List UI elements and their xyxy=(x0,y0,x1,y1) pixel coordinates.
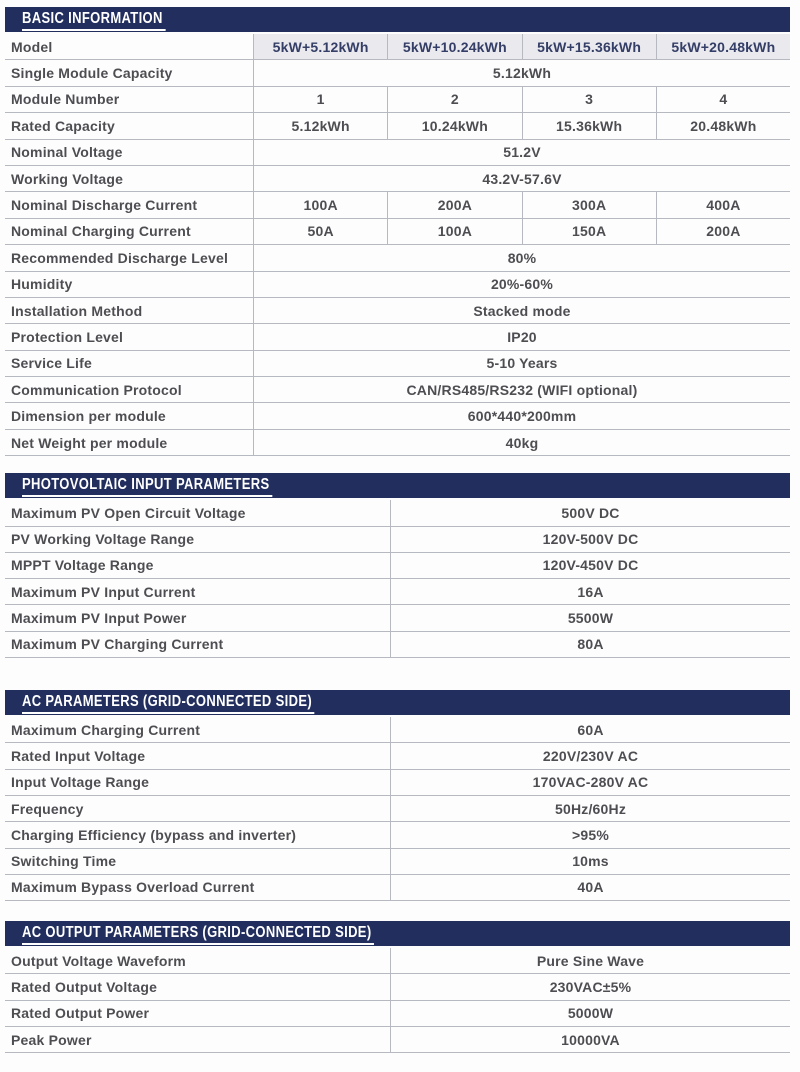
row-values xyxy=(390,717,790,742)
row-value: 120V-450V DC xyxy=(390,553,790,578)
table-row xyxy=(5,605,790,631)
table-row xyxy=(5,166,790,192)
row-values xyxy=(390,822,790,847)
row-label: Maximum Bypass Overload Current xyxy=(11,879,255,896)
row-values xyxy=(253,430,790,455)
row-values xyxy=(253,351,790,376)
row-label: Frequency xyxy=(11,800,84,817)
table-row xyxy=(5,632,790,658)
row-label: Protection Level xyxy=(11,328,124,345)
row-label: Net Weight per module xyxy=(11,434,168,451)
row-values xyxy=(253,245,790,270)
row-label: PV Working Voltage Range xyxy=(11,531,195,548)
row-value: 20.48kWh xyxy=(656,113,790,138)
table-row xyxy=(5,553,790,579)
row-label: Service Life xyxy=(11,355,92,372)
row-label: Installation Method xyxy=(11,302,143,319)
row-values xyxy=(390,500,790,525)
row-value: 20%-60% xyxy=(253,272,790,297)
row-values xyxy=(390,553,790,578)
table-row xyxy=(5,192,790,218)
row-value: 10.24kWh xyxy=(387,113,521,138)
row-value: 15.36kWh xyxy=(522,113,656,138)
row-value: 150A xyxy=(522,219,656,244)
table-row xyxy=(5,272,790,298)
row-values xyxy=(253,113,790,138)
table-row xyxy=(5,822,790,848)
table-row xyxy=(5,1001,790,1027)
row-value: 5-10 Years xyxy=(253,351,790,376)
spec-section xyxy=(5,7,790,456)
model-header-row xyxy=(5,34,790,60)
row-values xyxy=(253,377,790,402)
table-row xyxy=(5,377,790,403)
row-value: 10000VA xyxy=(390,1027,790,1052)
row-value: 170VAC-280V AC xyxy=(390,770,790,795)
row-value: 5000W xyxy=(390,1001,790,1026)
spec-section xyxy=(5,690,790,901)
table-row xyxy=(5,403,790,429)
row-value: 3 xyxy=(522,87,656,112)
model-name: 5kW+15.36kWh xyxy=(522,34,656,59)
table-row xyxy=(5,430,790,456)
row-value: 1 xyxy=(253,87,387,112)
row-values xyxy=(253,60,790,85)
section-title: AC OUTPUT PARAMETERS (GRID-CONNECTED SIDE) xyxy=(22,923,374,945)
row-values xyxy=(253,324,790,349)
row-value: 10ms xyxy=(390,849,790,874)
table-row xyxy=(5,60,790,86)
row-value: 100A xyxy=(253,192,387,217)
row-label: Model xyxy=(11,38,53,55)
table-row xyxy=(5,875,790,901)
row-label: Charging Efficiency (bypass and inverter) xyxy=(11,826,297,843)
row-value: 200A xyxy=(656,219,790,244)
row-value: Pure Sine Wave xyxy=(390,948,790,973)
row-label: Working Voltage xyxy=(11,170,124,187)
row-label: Input Voltage Range xyxy=(11,774,150,791)
row-value: >95% xyxy=(390,822,790,847)
table-row xyxy=(5,527,790,553)
row-label: Rated Capacity xyxy=(11,117,115,134)
row-value: 51.2V xyxy=(253,140,790,165)
row-label: Rated Output Power xyxy=(11,1005,150,1022)
row-label: Rated Input Voltage xyxy=(11,747,146,764)
row-value: 600*440*200mm xyxy=(253,403,790,428)
row-label: Communication Protocol xyxy=(11,381,182,398)
row-values xyxy=(390,579,790,604)
row-label: Recommended Discharge Level xyxy=(11,249,229,266)
row-value: 300A xyxy=(522,192,656,217)
row-value: 4 xyxy=(656,87,790,112)
row-label: Peak Power xyxy=(11,1031,92,1048)
row-values xyxy=(390,1027,790,1052)
row-value: 230VAC±5% xyxy=(390,974,790,999)
row-values xyxy=(390,1001,790,1026)
row-value: 120V-500V DC xyxy=(390,527,790,552)
section-header-bar xyxy=(5,690,790,715)
row-label: Module Number xyxy=(11,91,120,108)
row-label: Switching Time xyxy=(11,853,117,870)
table-row xyxy=(5,974,790,1000)
spec-table xyxy=(5,717,790,901)
row-label: Maximum PV Charging Current xyxy=(11,636,224,653)
row-values xyxy=(253,403,790,428)
row-values xyxy=(390,974,790,999)
table-row xyxy=(5,140,790,166)
row-label: Single Module Capacity xyxy=(11,65,173,82)
table-row xyxy=(5,219,790,245)
row-value: Stacked mode xyxy=(253,298,790,323)
row-value: 2 xyxy=(387,87,521,112)
row-label: Maximum PV Open Circuit Voltage xyxy=(11,504,246,521)
row-value: 16A xyxy=(390,579,790,604)
row-value: 40kg xyxy=(253,430,790,455)
row-value: 200A xyxy=(387,192,521,217)
row-value: 220V/230V AC xyxy=(390,743,790,768)
row-value: IP20 xyxy=(253,324,790,349)
table-row xyxy=(5,1027,790,1053)
table-row xyxy=(5,113,790,139)
row-values xyxy=(390,527,790,552)
row-values xyxy=(253,87,790,112)
row-value: 80A xyxy=(390,632,790,657)
table-row xyxy=(5,245,790,271)
row-label: Maximum PV Input Current xyxy=(11,583,196,600)
spec-section xyxy=(5,921,790,1053)
row-label: Dimension per module xyxy=(11,408,166,425)
section-title: BASIC INFORMATION xyxy=(22,9,165,31)
row-values xyxy=(253,192,790,217)
row-values xyxy=(390,743,790,768)
row-values xyxy=(390,875,790,900)
row-value: 100A xyxy=(387,219,521,244)
table-row xyxy=(5,579,790,605)
row-label: Nominal Discharge Current xyxy=(11,197,198,214)
row-values xyxy=(253,34,790,59)
row-label: Nominal Charging Current xyxy=(11,223,191,240)
table-row xyxy=(5,849,790,875)
row-value: 50Hz/60Hz xyxy=(390,796,790,821)
table-row xyxy=(5,324,790,350)
section-title: AC PARAMETERS (GRID-CONNECTED SIDE) xyxy=(22,692,315,714)
row-value: 400A xyxy=(656,192,790,217)
spec-table xyxy=(5,34,790,456)
row-values xyxy=(390,632,790,657)
row-values xyxy=(390,849,790,874)
row-value: 40A xyxy=(390,875,790,900)
row-values xyxy=(253,166,790,191)
table-row xyxy=(5,298,790,324)
row-value: 43.2V-57.6V xyxy=(253,166,790,191)
model-name: 5kW+20.48kWh xyxy=(656,34,790,59)
row-label: Rated Output Voltage xyxy=(11,979,158,996)
table-row xyxy=(5,743,790,769)
row-label: Maximum PV Input Power xyxy=(11,610,187,627)
row-value: 50A xyxy=(253,219,387,244)
row-label: Nominal Voltage xyxy=(11,144,123,161)
row-value: CAN/RS485/RS232 (WIFI optional) xyxy=(253,377,790,402)
section-title: PHOTOVOLTAIC INPUT PARAMETERS xyxy=(22,475,272,497)
section-header-bar xyxy=(5,473,790,498)
spec-table xyxy=(5,500,790,658)
row-label: MPPT Voltage Range xyxy=(11,557,154,574)
row-label: Humidity xyxy=(11,276,73,293)
row-values xyxy=(390,605,790,630)
model-name: 5kW+5.12kWh xyxy=(253,34,387,59)
spec-table xyxy=(5,948,790,1053)
model-name: 5kW+10.24kWh xyxy=(387,34,521,59)
row-value: 500V DC xyxy=(390,500,790,525)
table-row xyxy=(5,796,790,822)
row-values xyxy=(390,796,790,821)
row-values xyxy=(390,770,790,795)
table-row xyxy=(5,717,790,743)
table-row xyxy=(5,500,790,526)
row-value: 5.12kWh xyxy=(253,60,790,85)
section-header-bar xyxy=(5,7,790,32)
row-value: 80% xyxy=(253,245,790,270)
table-row xyxy=(5,770,790,796)
row-values xyxy=(253,272,790,297)
row-value: 5500W xyxy=(390,605,790,630)
row-values xyxy=(253,298,790,323)
section-header-bar xyxy=(5,921,790,946)
row-value: 5.12kWh xyxy=(253,113,387,138)
row-value: 60A xyxy=(390,717,790,742)
table-row xyxy=(5,351,790,377)
table-row xyxy=(5,87,790,113)
spec-section xyxy=(5,473,790,658)
row-label: Maximum Charging Current xyxy=(11,721,201,738)
row-values xyxy=(253,140,790,165)
row-values xyxy=(253,219,790,244)
table-row xyxy=(5,948,790,974)
row-label: Output Voltage Waveform xyxy=(11,952,186,969)
row-values xyxy=(390,948,790,973)
